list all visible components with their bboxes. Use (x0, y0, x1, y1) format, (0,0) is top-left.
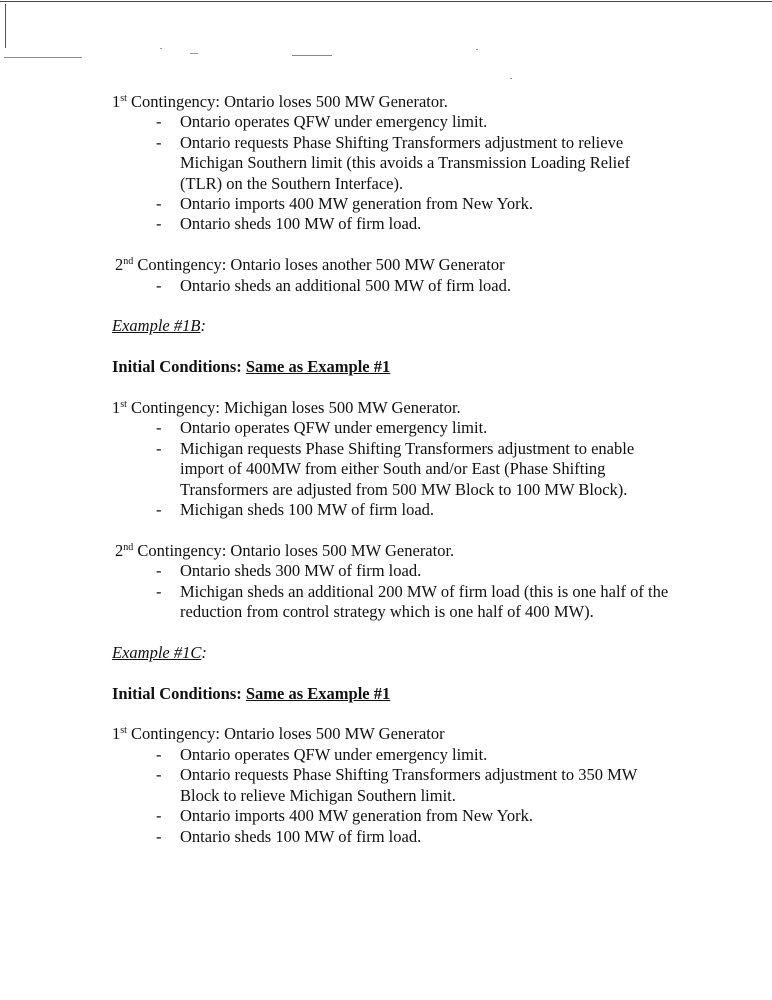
scan-speck (160, 48, 162, 49)
ordinal-number: 2 (115, 540, 124, 560)
paragraph-gap (112, 296, 672, 316)
contingency-text: Contingency: Ontario loses 500 MW Generator (126, 724, 445, 744)
list-item-text: Ontario requests Phase Shifting Transformers adjustment to 350 MW Block to relieve Michigan Southern limit. (180, 765, 638, 805)
action-list (112, 561, 672, 622)
list-item-text: Ontario requests Phase Shifting Transformers adjustment to relieve Michigan Southern limit (this avoids a Transmission Loading Relief (TLR) on the Southern Interface). (180, 132, 631, 193)
dash-bullet: - (156, 418, 162, 438)
list-item (156, 765, 672, 806)
list-item (156, 806, 672, 826)
dash-bullet: - (156, 132, 162, 152)
dash-bullet: - (156, 806, 162, 826)
document-body (112, 92, 672, 847)
contingency-line (112, 92, 672, 112)
paragraph-gap (112, 235, 672, 255)
contingency-text: Contingency: Ontario loses 500 MW Generator. (126, 92, 448, 111)
action-list (112, 418, 672, 520)
dash-bullet: - (156, 194, 162, 214)
example-heading (112, 316, 672, 336)
list-item (156, 582, 672, 623)
contingency-text: Contingency: Ontario loses another 500 MW Generator (133, 255, 505, 275)
initial-conditions-reference: Same as Example #1 (245, 683, 391, 703)
initial-conditions-label: Initial Conditions: (112, 683, 246, 703)
initial-conditions (112, 357, 672, 377)
initial-conditions-reference: Same as Example #1 (245, 357, 391, 377)
ordinal-suffix: nd (123, 541, 134, 553)
contingency-line (112, 255, 672, 275)
ordinal-number: 1 (112, 398, 121, 418)
list-item (156, 112, 672, 132)
example-heading (112, 643, 672, 663)
top-scan-rule (0, 1, 772, 2)
dash-bullet: - (156, 581, 162, 601)
list-item-text: Ontario sheds 100 MW of firm load. (180, 214, 422, 234)
dash-bullet: - (156, 561, 162, 581)
example-suffix: : (201, 642, 207, 662)
scan-speck (190, 53, 198, 54)
list-item-text: Ontario sheds 100 MW of firm load. (180, 826, 422, 846)
list-item-text: Ontario operates QFW under emergency limit. (180, 418, 488, 438)
paragraph-gap (112, 378, 672, 398)
ordinal-suffix: st (120, 93, 127, 104)
paragraph-gap (112, 663, 672, 683)
list-item-text: Ontario sheds 300 MW of firm load. (180, 561, 422, 581)
dash-bullet: - (156, 765, 162, 785)
action-list (112, 745, 672, 847)
list-item (156, 418, 672, 438)
contingency-text: Contingency: Michigan loses 500 MW Generator. (126, 398, 461, 418)
list-item (156, 214, 672, 234)
header-scan-smudge (4, 57, 82, 58)
list-item-text: Ontario operates QFW under emergency limit. (180, 744, 488, 764)
contingency-text: Contingency: Ontario loses 500 MW Generator. (133, 540, 455, 560)
dash-bullet: - (156, 438, 162, 458)
example-suffix: : (200, 316, 206, 336)
header-scan-smudge (292, 55, 332, 56)
list-item (156, 194, 672, 214)
list-item (156, 439, 672, 500)
action-list (112, 276, 672, 296)
list-item-text: Michigan requests Phase Shifting Transformers adjustment to enable import of 400MW from either South and/or East (Phase Shifting Transformers are adjusted from 500 MW Block to 100 MW Block). (180, 438, 635, 499)
list-item (156, 500, 672, 520)
scan-speck (476, 49, 478, 50)
list-item-text: Michigan sheds an additional 200 MW of firm load (this is one half of the reduction from control strategy which is one half of 400 MW). (180, 581, 669, 622)
ordinal-suffix: nd (123, 256, 134, 268)
contingency-line (112, 398, 672, 418)
list-item (156, 827, 672, 847)
list-item-text: Ontario imports 400 MW generation from New York. (180, 194, 534, 214)
list-item-text: Ontario operates QFW under emergency limit. (180, 112, 488, 132)
list-item (156, 133, 672, 194)
list-item-text: Ontario sheds an additional 500 MW of firm load. (180, 275, 512, 295)
list-item-text: Michigan sheds 100 MW of firm load. (180, 500, 435, 520)
initial-conditions (112, 684, 672, 704)
example-label: Example #1B (112, 316, 201, 336)
scan-speck (510, 78, 512, 79)
action-list (112, 112, 672, 234)
paragraph-gap (112, 520, 672, 540)
ordinal-number: 1 (112, 724, 121, 744)
dash-bullet: - (156, 112, 162, 132)
example-label: Example #1C (112, 642, 202, 662)
contingency-line (112, 724, 672, 744)
list-item (156, 276, 672, 296)
dash-bullet: - (156, 826, 162, 846)
ordinal-suffix: st (120, 399, 127, 411)
paragraph-gap (112, 704, 672, 724)
list-item-text: Ontario imports 400 MW generation from New York. (180, 806, 534, 826)
ordinal-number: 2 (115, 255, 124, 275)
left-scan-mark (5, 4, 6, 48)
contingency-line (112, 541, 672, 561)
paragraph-gap (112, 622, 672, 642)
list-item (156, 745, 672, 765)
list-item (156, 561, 672, 581)
dash-bullet: - (156, 500, 162, 520)
ordinal-number: 1 (112, 92, 121, 111)
paragraph-gap (112, 337, 672, 357)
dash-bullet: - (156, 214, 162, 234)
initial-conditions-label: Initial Conditions: (112, 357, 246, 377)
dash-bullet: - (156, 744, 162, 764)
dash-bullet: - (156, 275, 162, 295)
ordinal-suffix: st (120, 725, 127, 737)
